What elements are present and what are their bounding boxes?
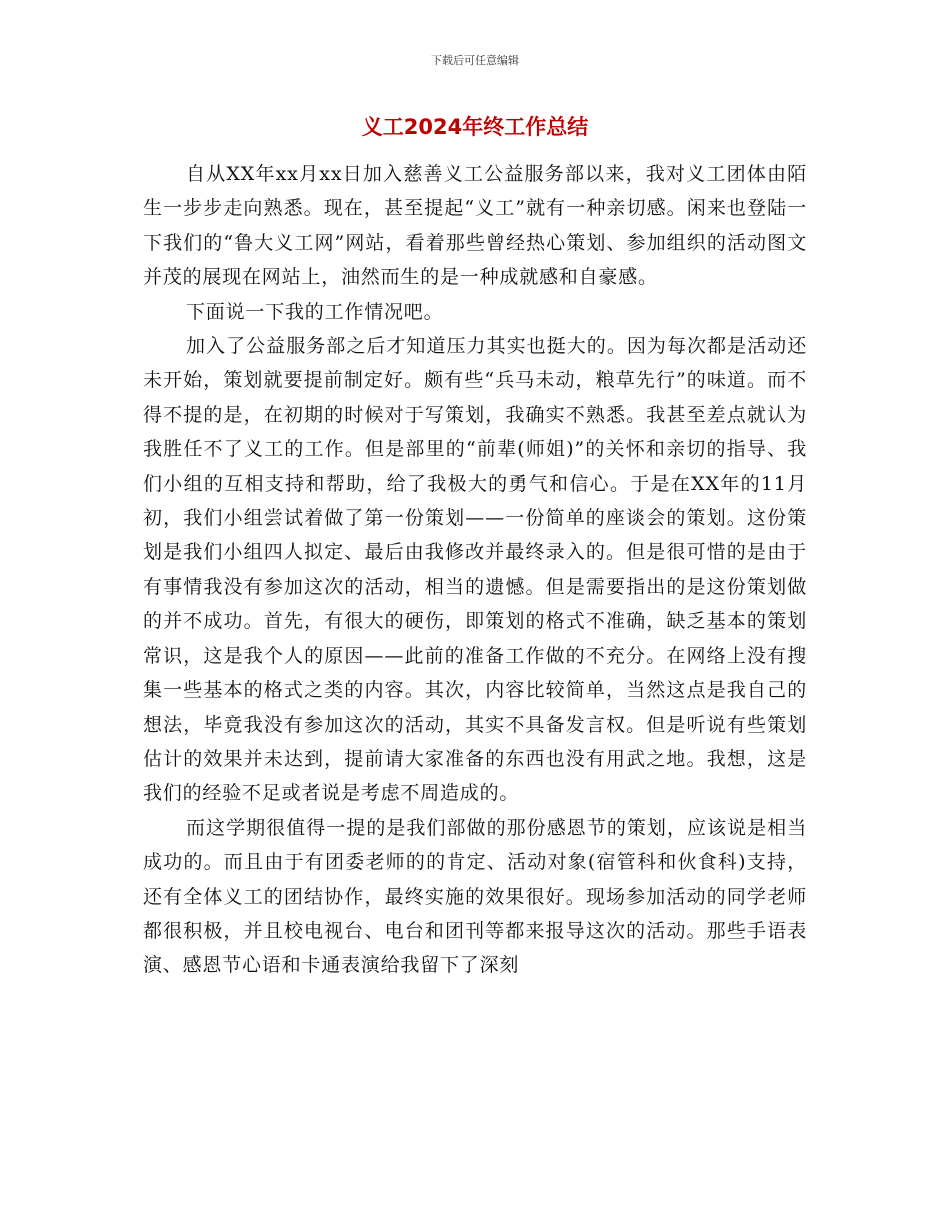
- paragraph-intro: 自从XX年xx月xx日加入慈善义工公益服务部以来，我对义工团体由陌生一步步走向熟悉。现在，甚至提起“义工”就有一种亲切感。闲来也登陆一下我们的“鲁大义工网”网站，看着那些曾经热心策划、参加组织的活动图文并茂的展现在网站上，油然而生的是一种成就感和自豪感。: [143, 163, 807, 289]
- document-title: 义工2024年终工作总结: [361, 115, 589, 139]
- paragraph-first-planning: 加入了公益服务部之后才知道压力其实也挺大的。因为每次都是活动还未开始，策划就要提前制定好。颇有些“兵马未动，粮草先行”的味道。而不得不提的是，在初期的时候对于写策划，我确实不熟悉。我甚至差点就认为我胜任不了义工的工作。但是部里的“前辈(师姐)”的关怀和亲切的指导、我们小组的互相支持和帮助，给了我极大的勇气和信心。于是在XX年的11月初，我们小组尝试着做了第一份策划——一份简单的座谈会的策划。这份策划是我们小组四人拟定、最后由我修改并最终录入的。但是很可惜的是由于有事情我没有参加这次的活动，相当的遗憾。但是需要指出的是这份策划做的并不成功。首先，有很大的硬伤，即策划的格式不准确，缺乏基本的策划常识，这是我个人的原因——此前的准备工作做的不充分。在网络上没有搜集一些基本的格式之类的内容。其次，内容比较简单，当然这点是我自己的想法，毕竟我没有参加这次的活动，其实不具备发言权。但是听说有些策划估计的效果并未达到，提前请大家准备的东西也没有用武之地。我想，这是我们的经验不足或者说是考虑不周造成的。: [143, 335, 807, 805]
- document-body: [143, 157, 807, 983]
- page-header-note: 下载后可任意编辑: [431, 54, 519, 67]
- paragraph-thanksgiving-planning: 而这学期很值得一提的是我们部做的那份感恩节的策划，应该说是相当成功的。而且由于有团委老师的的肯定、活动对象(宿管科和伙食科)支持，还有全体义工的团结协作，最终实施的效果很好。现场参加活动的同学老师都很积极，并且校电视台、电台和团刊等都来报导这次的活动。那些手语表演、感恩节心语和卡通表演给我留下了深刻: [143, 816, 807, 977]
- paragraph-transition: 下面说一下我的工作情况吧。: [186, 300, 444, 323]
